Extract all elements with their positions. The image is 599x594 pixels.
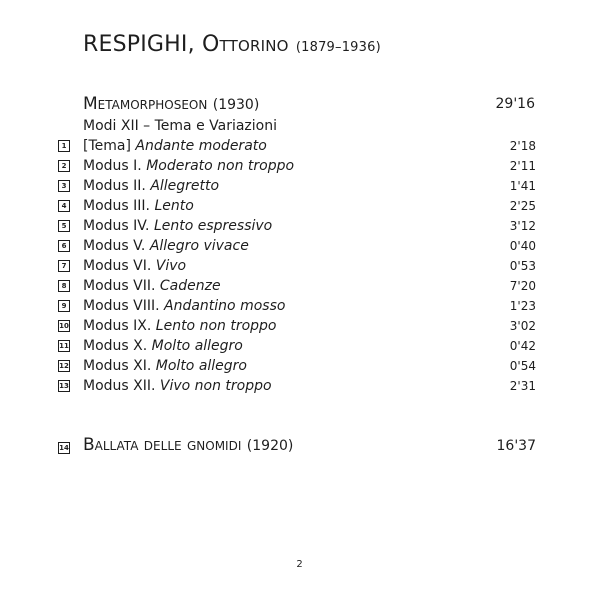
track-list — [58, 136, 536, 396]
track-duration: 1'23 — [509, 299, 536, 313]
track-label — [83, 216, 272, 236]
work-title: Metamorphoseon — [83, 94, 208, 114]
track-row — [58, 316, 536, 336]
track-row — [58, 356, 536, 376]
track-movement: Modus VI. — [83, 258, 152, 274]
track-movement: Modus XII. — [83, 378, 156, 394]
track-number-badge: 3 — [58, 180, 70, 192]
track-number-badge: 5 — [58, 220, 70, 232]
track-number-badge: 2 — [58, 160, 70, 172]
track-tempo: Lento non troppo — [155, 318, 277, 334]
track-duration: 2'11 — [509, 159, 536, 173]
track-label — [83, 256, 186, 276]
track-duration: 0'42 — [509, 339, 536, 353]
track-row — [58, 276, 536, 296]
track-tempo: Molto allegro — [151, 338, 243, 354]
track-duration: 0'40 — [509, 239, 536, 253]
track-number-badge: 4 — [58, 200, 70, 212]
track-row — [58, 256, 536, 276]
track-tempo: Vivo — [155, 258, 187, 274]
work-duration: 29'16 — [495, 96, 535, 112]
track-duration: 0'53 — [509, 259, 536, 273]
track-row — [58, 216, 536, 236]
track-row — [58, 236, 536, 256]
track-duration: 2'18 — [509, 139, 536, 153]
composer-surname: RESPIGHI, — [83, 32, 195, 57]
track-row — [58, 376, 536, 396]
track-number-badge: 10 — [59, 322, 69, 330]
track-number-badge: 1 — [58, 140, 70, 152]
track-movement: Modus V. — [83, 238, 146, 254]
track-number-badge: 9 — [58, 300, 70, 312]
track-movement: Modus VIII. — [83, 298, 160, 314]
track-row — [58, 136, 536, 156]
track-movement: Modus X. — [83, 338, 148, 354]
composer-dates: (1879–1936) — [295, 40, 381, 55]
track-label — [83, 336, 243, 356]
track-duration: 1'41 — [509, 179, 536, 193]
track-number-badge: 13 — [59, 382, 69, 390]
track-duration: 7'20 — [509, 279, 536, 293]
track-tempo: Lento — [154, 198, 194, 214]
track-year: (1920) — [246, 438, 294, 454]
track-duration: 0'54 — [509, 359, 536, 373]
track-label — [83, 156, 294, 176]
track-row — [58, 196, 536, 216]
track-number-badge: 11 — [59, 342, 69, 350]
track-duration: 16'37 — [496, 438, 536, 454]
track-movement: Modus IX. — [83, 318, 152, 334]
track-row-14 — [58, 435, 536, 459]
track-number-badge: 12 — [59, 362, 69, 370]
track-movement: Modus VII. — [83, 278, 156, 294]
composer-heading — [83, 32, 381, 57]
composer-first-name: Ottorino — [201, 32, 289, 57]
track-label — [83, 356, 247, 376]
track-title: Ballata delle gnomidi — [83, 435, 242, 455]
track-movement: [Tema] — [83, 138, 131, 154]
track-row — [58, 296, 536, 316]
track-tempo: Andantino mosso — [164, 298, 286, 314]
track-movement: Modus II. — [83, 178, 146, 194]
track-duration: 2'31 — [509, 379, 536, 393]
work-subtitle: Modi XII – Tema e Variazioni — [83, 118, 277, 134]
track-number-badge: 7 — [58, 260, 70, 272]
track-movement: Modus I. — [83, 158, 142, 174]
track-label — [83, 435, 293, 455]
track-label — [83, 176, 219, 196]
track-tempo: Andante moderato — [135, 138, 267, 154]
track-movement: Modus III. — [83, 198, 150, 214]
track-movement: Modus XI. — [83, 358, 152, 374]
track-tempo: Moderato non troppo — [146, 158, 295, 174]
track-number-badge: 14 — [59, 444, 69, 452]
track-label — [83, 316, 276, 336]
track-row — [58, 176, 536, 196]
track-tempo: Allegretto — [150, 178, 220, 194]
track-row — [58, 156, 536, 176]
track-number-badge: 6 — [58, 240, 70, 252]
track-label — [83, 236, 249, 256]
page-number: 2 — [296, 559, 303, 570]
track-duration: 3'12 — [509, 219, 536, 233]
track-tempo: Vivo non troppo — [159, 378, 272, 394]
track-number-badge: 8 — [58, 280, 70, 292]
track-tempo: Allegro vivace — [149, 238, 249, 254]
track-tempo: Molto allegro — [155, 358, 247, 374]
track-row — [58, 336, 536, 356]
track-duration: 2'25 — [509, 199, 536, 213]
track-tempo: Cadenze — [159, 278, 221, 294]
track-duration: 3'02 — [509, 319, 536, 333]
track-label — [83, 136, 267, 156]
track-label — [83, 376, 272, 396]
work-heading — [83, 94, 535, 114]
track-movement: Modus IV. — [83, 218, 150, 234]
work-year: (1930) — [212, 97, 260, 113]
track-label — [83, 196, 194, 216]
track-label — [83, 296, 285, 316]
track-tempo: Lento espressivo — [153, 218, 273, 234]
track-label — [83, 276, 221, 296]
